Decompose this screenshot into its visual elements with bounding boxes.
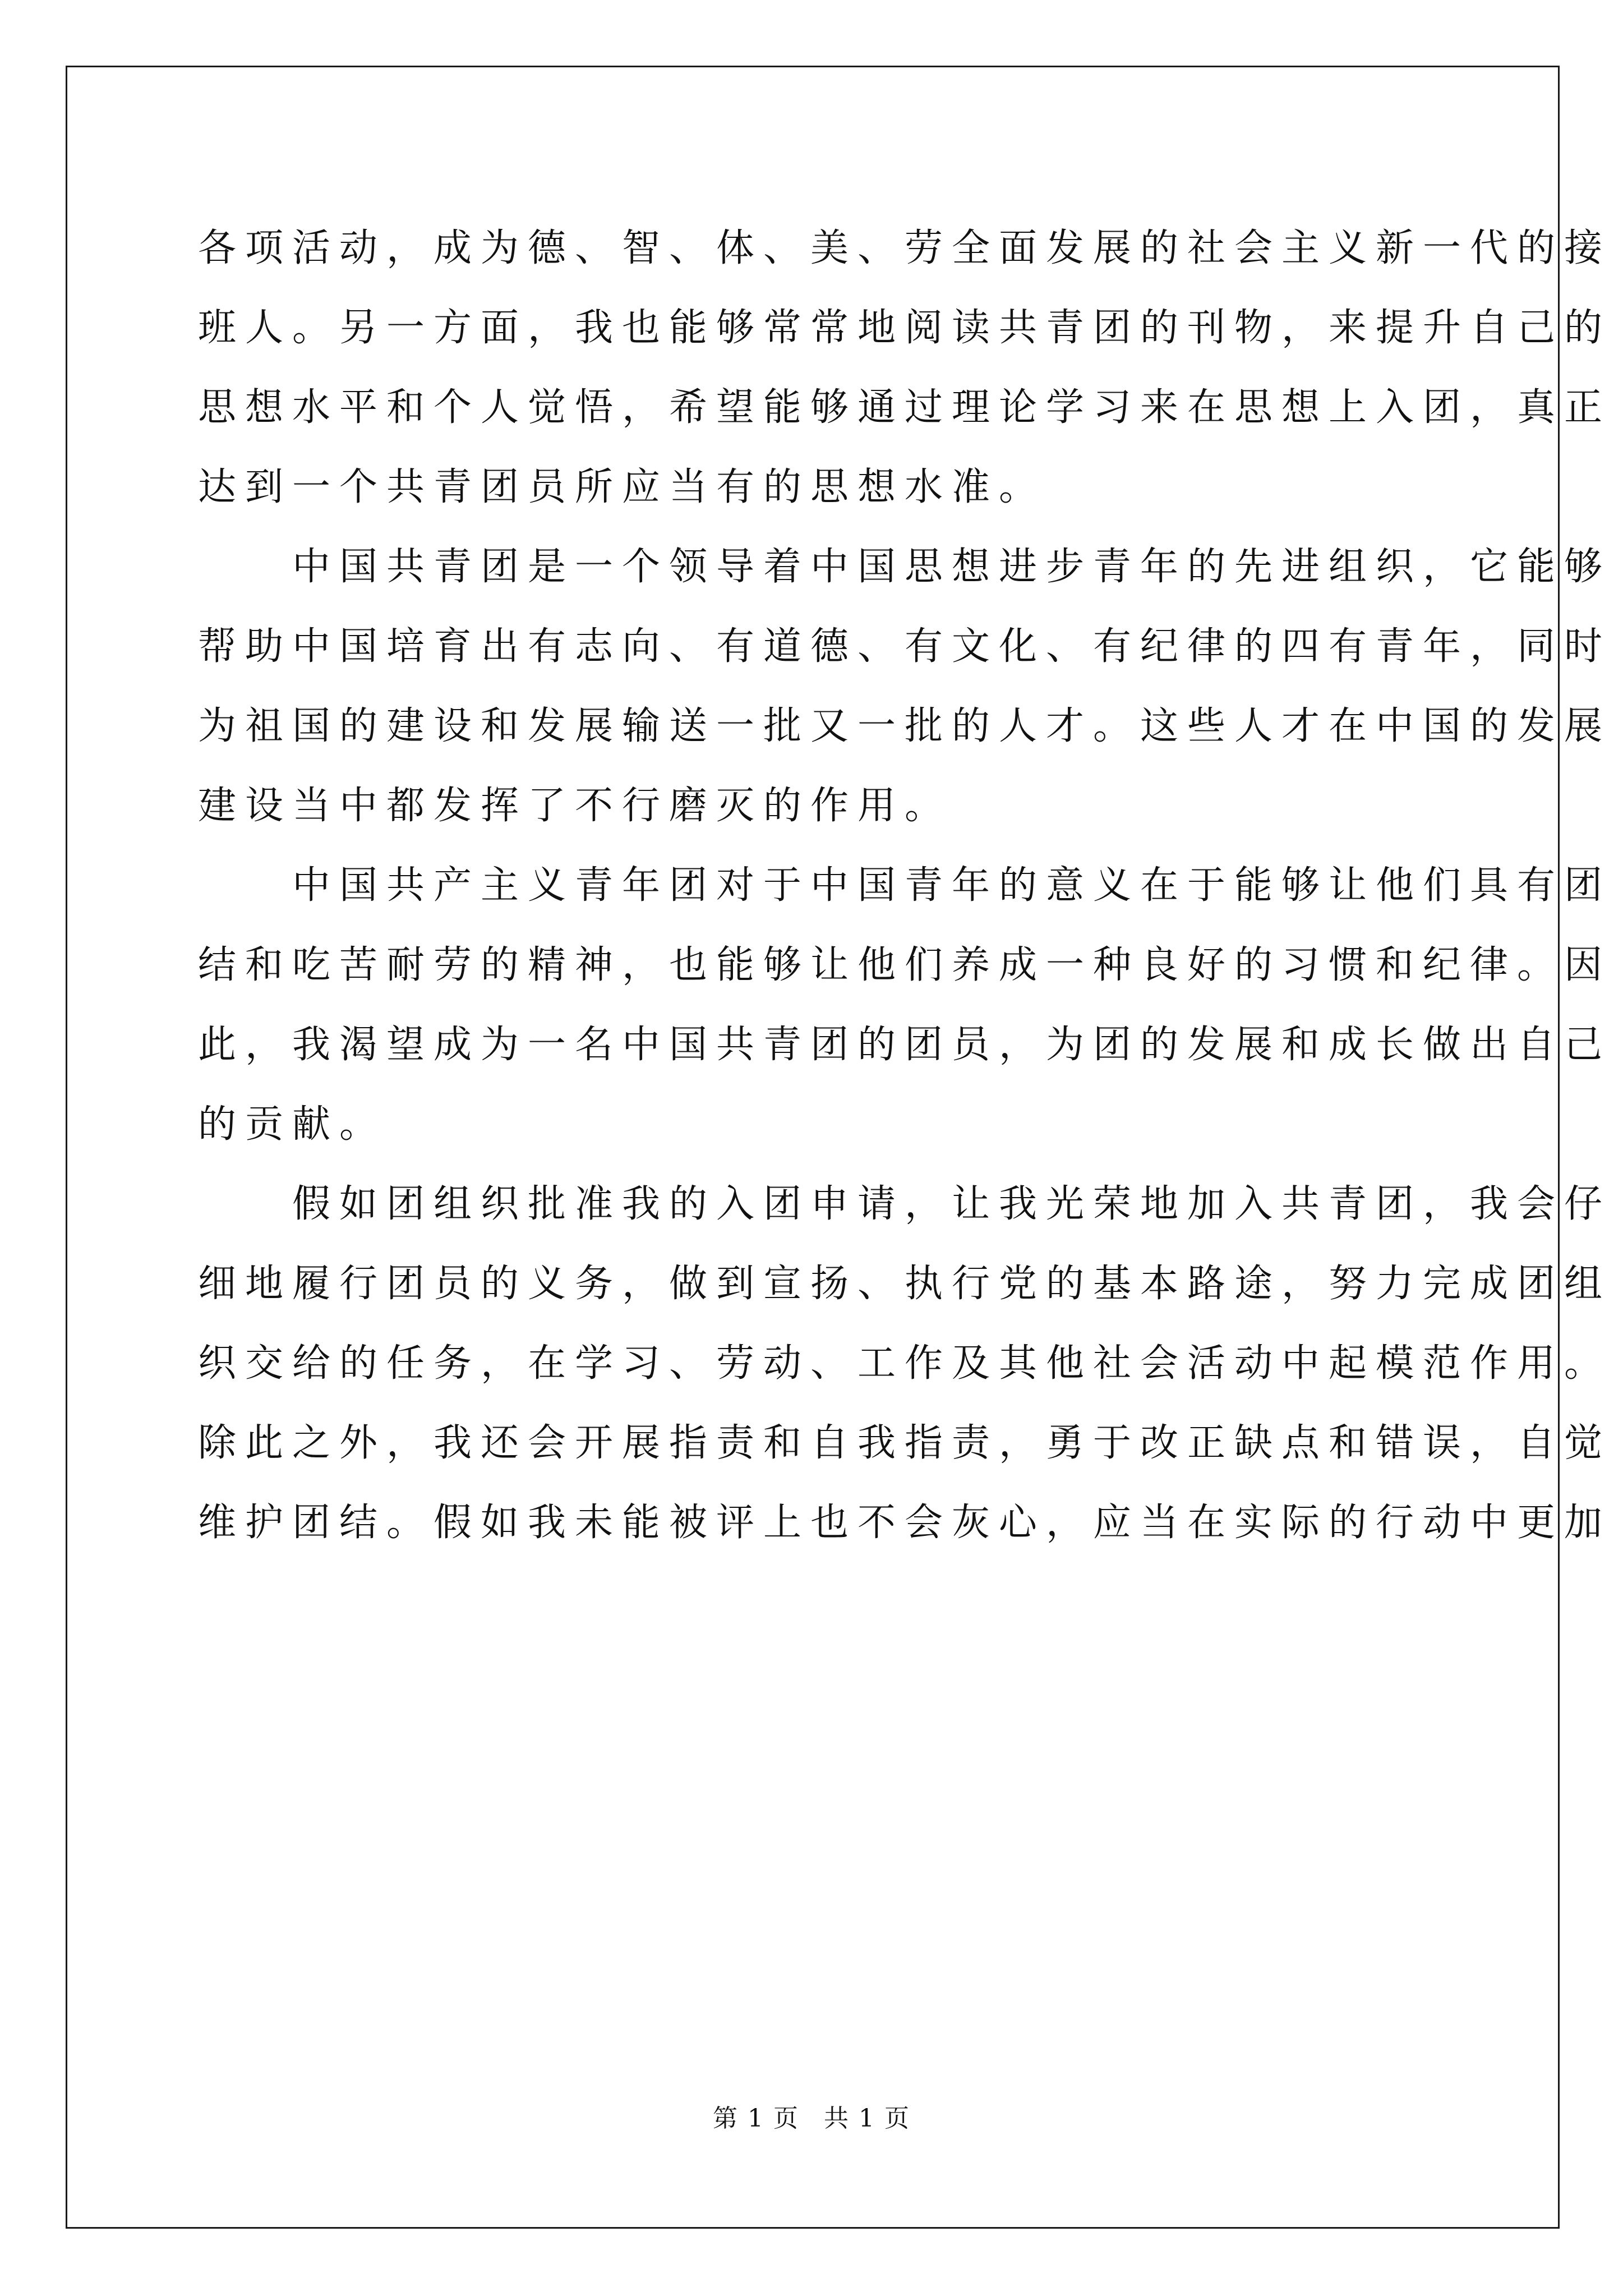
page-number: 第 1 页 (713, 2104, 799, 2133)
text-line: 此，我渴望成为一名中国共青团的团员，为团的发展和成长做出自己 (198, 1023, 1612, 1067)
page-total: 共 1 页 (824, 2104, 910, 2133)
text-line: 思想水平和个人觉悟，希望能够通过理论学习来在思想上入团，真正 (198, 385, 1612, 430)
document-body (198, 209, 1612, 1563)
text-line: 达到一个共青团员所应当有的思想水准。 (198, 465, 1046, 509)
text-line: 细地履行团员的义务，做到宣扬、执行党的基本路途，努力完成团组 (198, 1262, 1612, 1306)
text-line: 为祖国的建设和发展输送一批又一批的人才。这些人才在中国的发展 (198, 704, 1612, 748)
text-line: 的贡献。 (198, 1102, 387, 1147)
text-line: 建设当中都发挥了不行磨灭的作用。 (198, 784, 952, 828)
text-line: 除此之外，我还会开展指责和自我指责，勇于改正缺点和错误，自觉 (198, 1421, 1612, 1465)
text-line: 班人。另一方面，我也能够常常地阅读共青团的刊物，来提升自己的 (198, 306, 1612, 350)
text-line: 各项活动，成为德、智、体、美、劳全面发展的社会主义新一代的接 (198, 226, 1612, 270)
text-line: 织交给的任务，在学习、劳动、工作及其他社会活动中起模范作用。 (198, 1341, 1612, 1386)
text-line: 结和吃苦耐劳的精神，也能够让他们养成一种良好的习惯和纪律。因 (198, 943, 1612, 987)
text-line: 维护团结。假如我未能被评上也不会灰心，应当在实际的行动中更加 (198, 1501, 1612, 1545)
text-line: 帮助中国培育出有志向、有道德、有文化、有纪律的四有青年，同时 (198, 624, 1612, 669)
text-line: 中国共产主义青年团对于中国青年的意义在于能够让他们具有团 (198, 863, 1612, 908)
text-line: 假如团组织批准我的入团申请，让我光荣地加入共青团，我会仔 (198, 1182, 1612, 1226)
page-footer (0, 2098, 1623, 2134)
text-line: 中国共青团是一个领导着中国思想进步青年的先进组织，它能够 (198, 545, 1612, 589)
